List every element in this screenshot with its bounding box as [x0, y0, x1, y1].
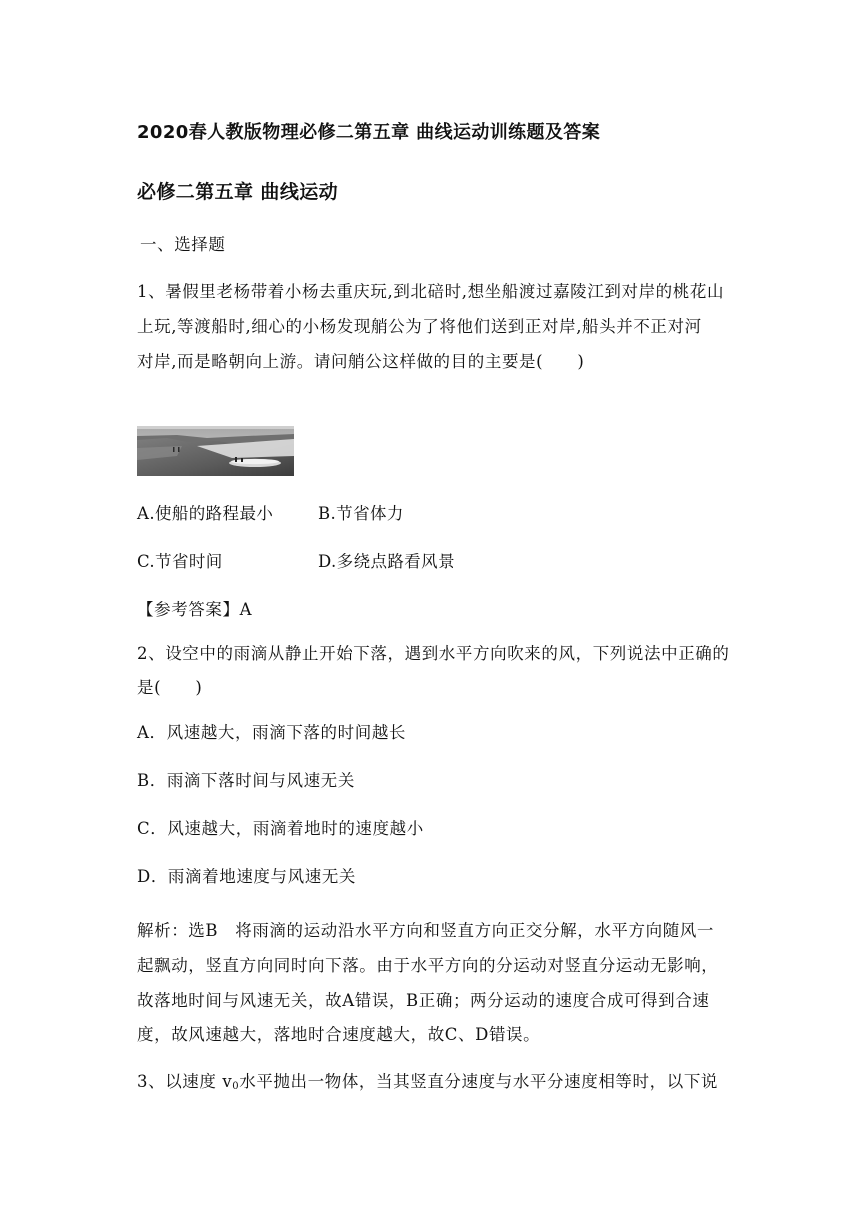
q2-analysis-line-4: 度，故风速越大，落地时合速度越大，故C、D错误。 [137, 1025, 541, 1044]
document-title: 2020春人教版物理必修二第五章 曲线运动训练题及答案 [137, 122, 601, 143]
chapter-heading: 必修二第五章 曲线运动 [137, 181, 339, 203]
q3-text-prefix: 3、以速度 v [137, 1072, 233, 1091]
q1-option-a: A.使船的路程最小 [137, 504, 274, 523]
q2-analysis-line-3: 故落地时间与风速无关，故A错误，B正确；两分运动的速度合成可得到合速 [137, 991, 710, 1010]
q2-line-2: 是( ) [137, 678, 203, 697]
q3-text-suffix: 水平抛出一物体，当其竖直分速度与水平分速度相等时，以下说 [239, 1072, 719, 1091]
q1-line-3: 对岸,而是略朝向上游。请问艄公这样做的目的主要是( ) [137, 352, 585, 371]
q2-option-c: C．风速越大，雨滴着地时的速度越小 [137, 819, 424, 838]
q2-analysis-line-1: 解析：选B 将雨滴的运动沿水平方向和竖直方向正交分解，水平方向随风一 [137, 921, 715, 940]
section-heading: 一、选择题 [140, 235, 226, 254]
q2-option-d: D．雨滴着地速度与风速无关 [137, 867, 357, 886]
q1-option-c: C.节省时间 [137, 552, 223, 571]
q2-option-a: A．风速越大，雨滴下落的时间越长 [137, 723, 407, 742]
river-boat-image [137, 426, 294, 476]
river-boat-photo [137, 426, 294, 476]
q1-option-b: B.节省体力 [318, 504, 404, 523]
q3-line-1 [137, 1068, 718, 1092]
q2-line-1: 2、设空中的雨滴从静止开始下落，遇到水平方向吹来的风，下列说法中正确的 [137, 644, 730, 663]
q3-subscript: 0 [232, 1081, 240, 1092]
q1-option-d: D.多绕点路看风景 [318, 552, 455, 571]
q1-line-1: 1、暑假里老杨带着小杨去重庆玩,到北碚时,想坐船渡过嘉陵江到对岸的桃花山 [137, 282, 725, 301]
q1-line-2: 上玩,等渡船时,细心的小杨发现艄公为了将他们送到正对岸,船头并不正对河 [137, 317, 702, 336]
q2-option-b: B．雨滴下落时间与风速无关 [137, 771, 355, 790]
q1-answer: 【参考答案】A [137, 600, 253, 619]
q2-analysis-line-2: 起飘动，竖直方向同时向下落。由于水平方向的分运动对竖直分运动无影响， [137, 956, 719, 975]
